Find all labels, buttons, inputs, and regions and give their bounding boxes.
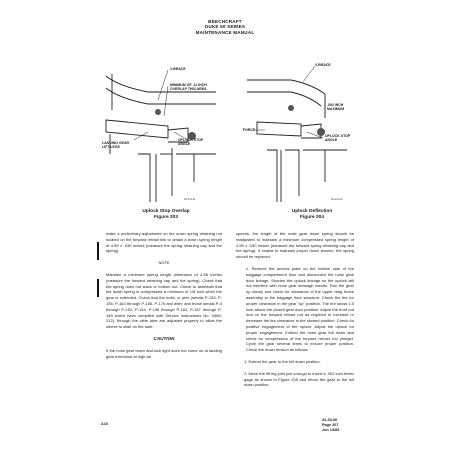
header-manual: MAINTENANCE MANUAL xyxy=(195,29,255,35)
note-body: Maintain a minimum spring length dimension of 4.56 inches (measure the forward retaining cap and the spring). Check that the spring does not stack or bottom out. Check to assertain that the down spring is compressed a minimum of 1/8 inch when the gear is extended. Check that the bolts, or pins (serials P-153, P-155, P-163 through P-166, P-170 and after, and those serials P-4 through P-152, P-154, P-156 through P-162, P-167 through P-169 which have complied with Service Instructions No. 0460-212), through the slide tube are adjusted properly to allow the sleeve to slide on the tube. xyxy=(106,271,222,330)
change-bar xyxy=(97,242,99,260)
revision-date: Jun 13/84 xyxy=(322,428,340,433)
label-minimum-line1: MINIMUM OF .11 INCH xyxy=(170,83,207,87)
caption-figure-number: Figure 204 xyxy=(300,215,324,220)
caution-body: If the nose gear down and lock light does not come on at landing gear extension at high air xyxy=(106,347,222,359)
paragraph-step-x: x. Remove the access plate on the bottom side of the baggage compartment floor and disconnect the nose gear door linkage. Shorten the uplock linkage so the uplock will not interfere with nose gear stowage checks. Run the gear up slowly and check for clearance of the upper drag brace assembly to the baggage floor structure. Check the tire for proper clearance in the gear "up" position. The tire stows 1.0 inch above the closed gear door position. Adjust the front rod end on the forward retract rod as required to increase or decrease the tire clearance in the stowed position. Check for positive engagement of the uplock. Adjust the uplock for proper engagement. Extend the nose gear full down and check for compression of the forward retract rod plunger. Cycle the gear several times to ensure proper position. Check the down tension as follows: xyxy=(246,265,354,353)
label-landing-line2: LIFT LEGS xyxy=(102,145,120,149)
caution-title: CAUTION xyxy=(153,335,175,341)
label-force: FORCE xyxy=(243,128,256,132)
header-company: BEECHCRAFT xyxy=(208,19,242,24)
label-uplock-line2: ANGLE xyxy=(325,138,338,142)
page-number: Page 207 xyxy=(322,423,339,428)
figure-203-drawing xyxy=(98,58,226,208)
note-title: NOTE xyxy=(158,260,170,266)
caption-figure-number: Figure 203 xyxy=(154,215,178,220)
paragraph: speeds, the length of the nose gear down spring should be readjusted to maintain a minimum compressed spring length of 4.59 ± .030 inches (measure the forward spring retaining cap and the spring). If unable to maintain proper down tension, the spring should be replaced. xyxy=(236,231,354,260)
label-uplock-line1: UPLOCK STOP xyxy=(325,134,351,138)
change-bar xyxy=(97,279,99,297)
page-footer-right xyxy=(322,418,339,434)
section-number: 32-30-00 xyxy=(322,418,338,422)
label-dim-line1: .002 INCH xyxy=(327,103,344,107)
label-vbrace: V-BRACE xyxy=(170,67,186,71)
step-2: 2. Move the lift leg joint just enough to insert a .002 inch feeler gage as shown in Figure 205 and return the gear to the full down position. xyxy=(244,370,354,388)
figure-uplock-deflection xyxy=(241,58,369,208)
caption-title: Uplock Deflection xyxy=(291,209,333,214)
figure-204-drawing xyxy=(241,58,369,208)
figure-204-caption xyxy=(256,209,368,221)
right-column xyxy=(236,231,354,394)
figure-ref: 60-211-11 xyxy=(184,198,196,201)
step-1: 1. Extend the gear to the full down position. xyxy=(244,358,321,364)
page-header xyxy=(150,19,300,35)
paragraph: make a preliminary adjustment on the down spring retaining nut located on the forward retract link to obtain a down spring length of 4.59 ± .030 inches (measure the spring retaining cap and the spring). xyxy=(106,231,222,254)
page-id: A16 xyxy=(101,422,108,426)
label-dim-line2: MAXIMUM xyxy=(327,107,345,111)
label-vbrace: V-BRACE xyxy=(315,63,331,67)
caption-title: Uplock Stop Overlap xyxy=(142,209,190,214)
figure-uplock-stop-overlap xyxy=(98,58,226,208)
label-landing-line1: LANDING GEAR xyxy=(102,141,130,145)
header-series: DUKE 60 SERIES xyxy=(204,24,246,30)
label-uplock-line2: ANGLE xyxy=(178,142,191,146)
figure-ref: 60-211-12 xyxy=(331,198,343,201)
label-uplock-line1: UPLOCK STOP xyxy=(178,138,204,142)
label-minimum-line2: OVERLAP THIS AREA xyxy=(170,87,207,91)
left-column xyxy=(106,231,222,365)
figure-203-caption xyxy=(110,209,222,221)
